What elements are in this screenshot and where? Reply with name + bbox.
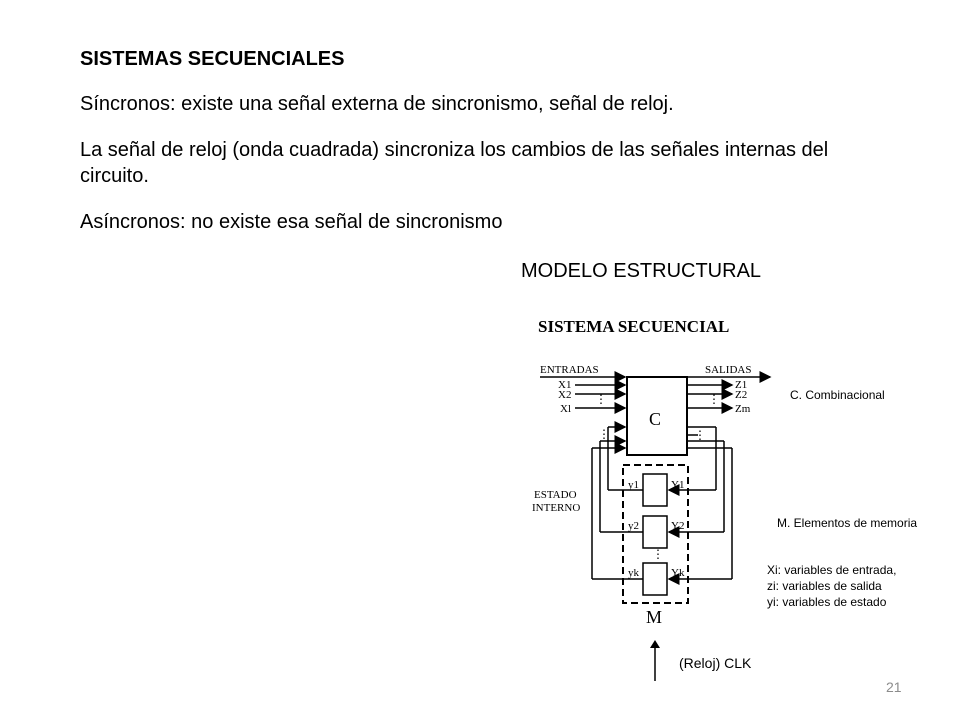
input-x1: X1 — [558, 379, 572, 391]
dots-outputs: ⋮ — [708, 392, 720, 406]
paragraph-sincronos: Síncronos: existe una señal externa de sincronismo, señal de reloj. — [80, 93, 674, 115]
input-x2: X2 — [558, 389, 572, 401]
input-xl: Xl — [560, 403, 571, 415]
block-c-label: C — [649, 409, 662, 429]
flipflop-2 — [643, 516, 667, 548]
output-z2: Z2 — [735, 389, 748, 401]
block-m-label: M — [646, 607, 663, 627]
output-zm: Zm — [735, 403, 751, 415]
dots-inputs: ⋮ — [595, 392, 607, 406]
next-state-Yk: Yk — [671, 567, 685, 579]
paragraph-asincronos: Asíncronos: no existe esa señal de sincronismo — [80, 211, 503, 233]
page-number: 21 — [886, 679, 902, 695]
state-y2: y2 — [628, 520, 639, 532]
annotation-clock: (Reloj) CLK — [679, 655, 752, 671]
interno-label: INTERNO — [532, 502, 581, 514]
annotation-var-entrada: Xi: variables de entrada, — [767, 563, 897, 577]
sequential-system-diagram — [520, 305, 775, 630]
slide-title: SISTEMAS SECUENCIALES — [80, 48, 345, 70]
diagram-heading: SISTEMA SECUENCIAL — [538, 317, 730, 336]
output-lines — [687, 377, 770, 408]
annotation-combinacional: C. Combinacional — [790, 388, 885, 402]
paragraph-reloj: La señal de reloj (onda cuadrada) sincroniza los cambios de las señales internas del circuito. — [80, 139, 829, 187]
annotation-memoria: M. Elementos de memoria — [777, 516, 918, 530]
entradas-label: ENTRADAS — [540, 364, 599, 376]
annotation-var-salida: zi: variables de salida — [767, 579, 882, 593]
model-title: MODELO ESTRUCTURAL — [521, 260, 762, 282]
clock-arrow — [648, 640, 662, 682]
dots-flipflops: ⋮ — [652, 547, 664, 561]
flipflop-k — [643, 563, 667, 595]
annotation-variables — [767, 562, 896, 610]
input-lines — [540, 377, 625, 408]
output-z1: Z1 — [735, 379, 748, 391]
dots-state: ⋮ — [598, 427, 610, 441]
flipflop-1 — [643, 474, 667, 506]
next-state-Y2: Y2 — [671, 520, 685, 532]
dots-next-state: ⋮ — [694, 428, 706, 442]
next-state-Y1: Y1 — [671, 479, 685, 491]
annotation-var-estado: yi: variables de estado — [767, 595, 887, 609]
state-y1: y1 — [628, 479, 639, 491]
state-yk: yk — [628, 567, 639, 579]
salidas-label: SALIDAS — [705, 364, 752, 376]
estado-label: ESTADO — [534, 489, 577, 501]
